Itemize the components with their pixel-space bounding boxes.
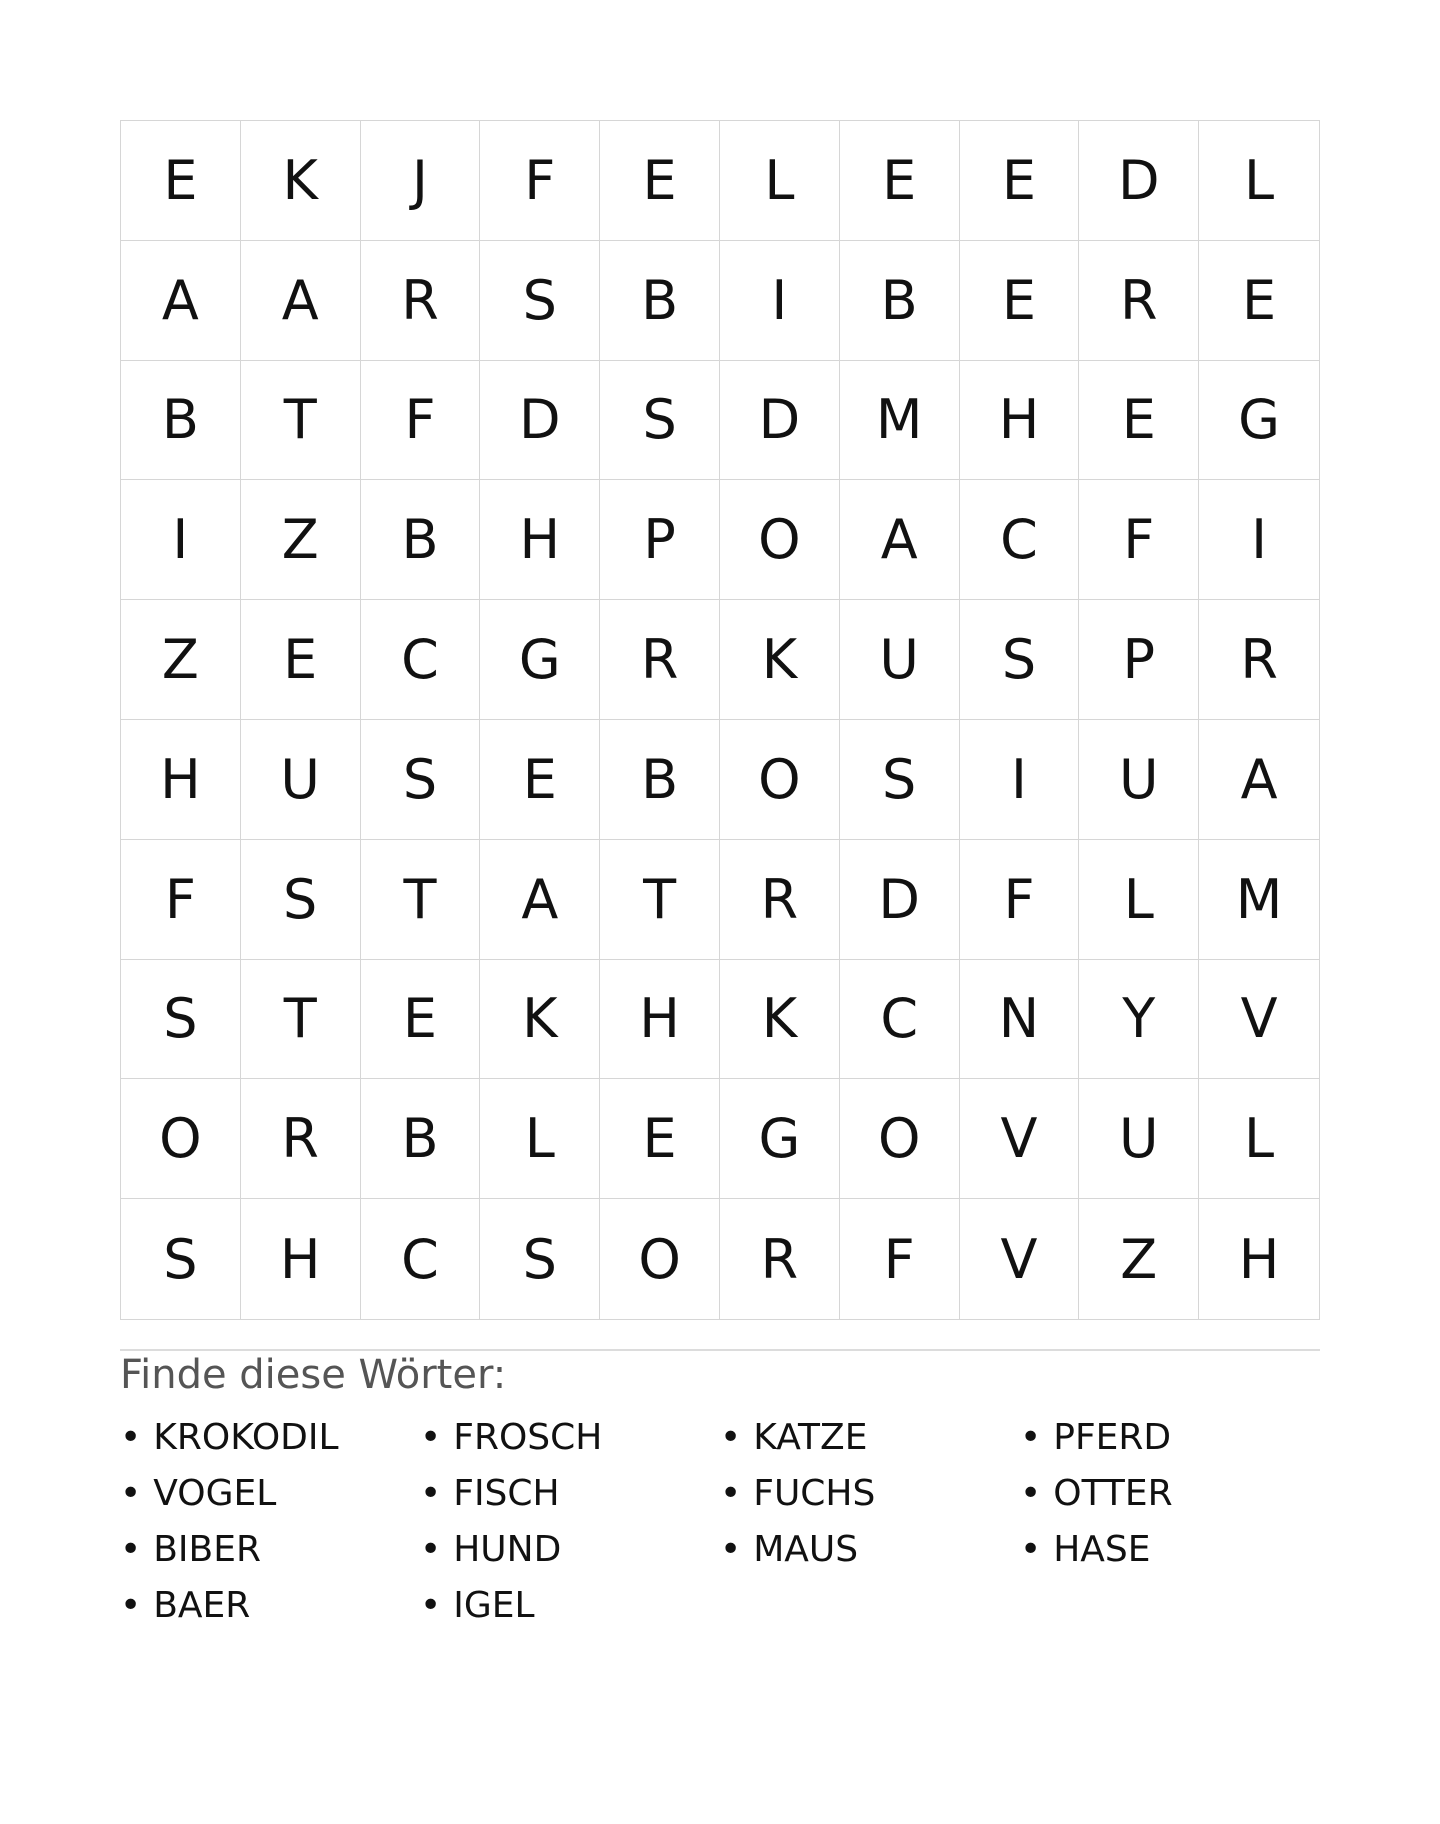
word-list-item (120, 1522, 420, 1578)
grid-cell[interactable]: E (480, 720, 600, 840)
grid-cell[interactable]: G (720, 1079, 840, 1199)
grid-cell[interactable]: B (361, 480, 481, 600)
grid-cell[interactable]: S (840, 720, 960, 840)
grid-cell[interactable]: K (241, 121, 361, 241)
grid-cell[interactable]: S (241, 840, 361, 960)
grid-cell[interactable]: S (121, 1199, 241, 1319)
grid-cell[interactable]: E (361, 960, 481, 1080)
grid-cell[interactable]: R (1199, 600, 1319, 720)
letter-grid (120, 120, 1320, 1320)
grid-cell[interactable]: K (720, 600, 840, 720)
grid-cell[interactable]: S (480, 241, 600, 361)
grid-cell[interactable]: I (960, 720, 1080, 840)
grid-cell[interactable]: A (241, 241, 361, 361)
grid-cell[interactable]: B (600, 720, 720, 840)
grid-cell[interactable]: K (480, 960, 600, 1080)
grid-cell[interactable]: R (361, 241, 481, 361)
bullet-icon: • (720, 1417, 742, 1458)
grid-cell[interactable]: F (1079, 480, 1199, 600)
grid-cell[interactable]: F (121, 840, 241, 960)
word-label: HUND (453, 1529, 562, 1570)
grid-cell[interactable]: R (720, 1199, 840, 1319)
grid-cell[interactable]: A (1199, 720, 1319, 840)
grid-cell[interactable]: E (121, 121, 241, 241)
word-list-item (420, 1522, 720, 1578)
grid-cell[interactable]: I (121, 480, 241, 600)
grid-cell[interactable]: T (600, 840, 720, 960)
grid-cell[interactable]: M (1199, 840, 1319, 960)
grid-cell[interactable]: T (361, 840, 481, 960)
grid-cell[interactable]: D (720, 361, 840, 481)
grid-cell[interactable]: H (480, 480, 600, 600)
grid-cell[interactable]: A (480, 840, 600, 960)
grid-cell[interactable]: E (600, 121, 720, 241)
grid-cell[interactable]: H (241, 1199, 361, 1319)
grid-cell[interactable]: F (960, 840, 1080, 960)
word-label: KROKODIL (153, 1417, 339, 1458)
word-list-item (120, 1466, 420, 1522)
word-label: FROSCH (453, 1417, 603, 1458)
grid-cell[interactable]: P (1079, 600, 1199, 720)
grid-cell[interactable]: U (1079, 1079, 1199, 1199)
word-list-item (720, 1522, 1020, 1578)
grid-cell[interactable]: S (121, 960, 241, 1080)
grid-cell[interactable]: O (121, 1079, 241, 1199)
grid-cell[interactable]: B (600, 241, 720, 361)
word-list-item (720, 1466, 1020, 1522)
grid-cell[interactable]: E (960, 121, 1080, 241)
grid-cell[interactable]: I (720, 241, 840, 361)
grid-cell[interactable]: Z (1079, 1199, 1199, 1319)
bullet-icon: • (420, 1529, 442, 1570)
grid-cell[interactable]: R (241, 1079, 361, 1199)
word-list-item (120, 1410, 420, 1466)
grid-cell[interactable]: O (840, 1079, 960, 1199)
word-list-item (1020, 1410, 1320, 1466)
word-label: HASE (1053, 1529, 1151, 1570)
word-list-title: Finde diese Wörter: (120, 1352, 507, 1398)
word-label: BIBER (153, 1529, 262, 1570)
grid-cell[interactable]: E (600, 1079, 720, 1199)
grid-cell[interactable]: B (121, 361, 241, 481)
grid-cell[interactable]: E (960, 241, 1080, 361)
grid-cell[interactable]: F (840, 1199, 960, 1319)
bullet-icon: • (1020, 1529, 1042, 1570)
grid-cell[interactable]: B (840, 241, 960, 361)
bullet-icon: • (120, 1417, 142, 1458)
bullet-icon: • (420, 1417, 442, 1458)
grid-cell[interactable]: D (1079, 121, 1199, 241)
grid-cell[interactable]: B (361, 1079, 481, 1199)
grid-cell[interactable]: Z (121, 600, 241, 720)
grid-cell[interactable]: U (241, 720, 361, 840)
grid-cell[interactable]: T (241, 361, 361, 481)
bullet-icon: • (720, 1529, 742, 1570)
bullet-icon: • (420, 1585, 442, 1626)
grid-cell[interactable]: L (1079, 840, 1199, 960)
word-list-item (420, 1578, 720, 1634)
bullet-icon: • (1020, 1417, 1042, 1458)
word-list-item (1020, 1522, 1320, 1578)
bullet-icon: • (420, 1473, 442, 1514)
grid-cell[interactable]: Y (1079, 960, 1199, 1080)
word-list-item (720, 1410, 1020, 1466)
grid-cell[interactable]: A (121, 241, 241, 361)
grid-cell[interactable]: L (1199, 1079, 1319, 1199)
grid-cell[interactable]: H (1238, 1227, 1280, 1291)
grid-cell[interactable]: F (361, 361, 481, 481)
grid-cell[interactable]: R (600, 600, 720, 720)
grid-cell[interactable]: L (1199, 121, 1319, 241)
word-list-item (420, 1410, 720, 1466)
grid-cell[interactable]: G (1199, 361, 1319, 481)
grid-cell[interactable]: U (1079, 720, 1199, 840)
bullet-icon: • (720, 1473, 742, 1514)
grid-cell[interactable]: S (361, 720, 481, 840)
grid-cell[interactable]: E (241, 600, 361, 720)
word-list-item (1020, 1466, 1320, 1522)
grid-cell[interactable]: C (840, 960, 960, 1080)
grid-cell[interactable]: L (480, 1079, 600, 1199)
bullet-icon: • (120, 1473, 142, 1514)
grid-cell[interactable]: S (600, 361, 720, 481)
word-label: OTTER (1053, 1473, 1173, 1514)
grid-cell[interactable]: O (720, 480, 840, 600)
word-list-item (420, 1466, 720, 1522)
grid-cell[interactable]: A (840, 480, 960, 600)
grid-cell[interactable]: H (121, 720, 241, 840)
grid-cell[interactable]: R (720, 840, 840, 960)
grid-cell[interactable]: K (720, 960, 840, 1080)
grid-cell[interactable]: R (1079, 241, 1199, 361)
word-label: FUCHS (753, 1473, 876, 1514)
word-label: BAER (153, 1585, 251, 1626)
word-label: KATZE (753, 1417, 868, 1458)
grid-cell[interactable]: C (361, 1199, 481, 1319)
bullet-icon: • (120, 1585, 142, 1626)
grid-cell[interactable]: E (1199, 241, 1319, 361)
grid-cell[interactable]: V (1199, 960, 1319, 1080)
grid-cell[interactable]: P (600, 480, 720, 600)
grid-cell[interactable]: M (840, 361, 960, 481)
grid-cell[interactable]: V (960, 1199, 1080, 1319)
grid-cell[interactable]: D (480, 361, 600, 481)
grid-cell[interactable]: O (720, 720, 840, 840)
word-label: MAUS (753, 1529, 859, 1570)
grid-cell[interactable]: H (600, 960, 720, 1080)
grid-cell[interactable]: I (1199, 480, 1319, 600)
grid-cell[interactable]: H (960, 361, 1080, 481)
grid-cell[interactable]: C (960, 480, 1080, 600)
grid-cell[interactable]: J (361, 121, 481, 241)
grid-cell[interactable]: T (241, 960, 361, 1080)
grid-cell[interactable]: C (361, 600, 481, 720)
bullet-icon: • (1020, 1473, 1042, 1514)
grid-cell[interactable]: U (840, 600, 960, 720)
grid-cell[interactable]: V (960, 1079, 1080, 1199)
bullet-icon: • (120, 1529, 142, 1570)
word-label: PFERD (1053, 1417, 1172, 1458)
word-list-item (120, 1578, 420, 1634)
grid-cell[interactable]: L (720, 121, 840, 241)
grid-cell[interactable]: S (480, 1199, 600, 1319)
word-label: IGEL (453, 1585, 535, 1626)
grid-cell[interactable]: E (840, 121, 960, 241)
grid-cell[interactable]: Z (241, 480, 361, 600)
grid-cell[interactable]: N (960, 960, 1080, 1080)
grid-cell[interactable]: D (840, 840, 960, 960)
grid-cell[interactable]: F (480, 121, 600, 241)
grid-cell[interactable]: E (1079, 361, 1199, 481)
grid-cell[interactable]: S (960, 600, 1080, 720)
word-label: FISCH (453, 1473, 560, 1514)
grid-cell[interactable]: G (480, 600, 600, 720)
grid-cell[interactable]: O (600, 1199, 720, 1319)
word-list (120, 1410, 1320, 1634)
word-label: VOGEL (153, 1473, 277, 1514)
